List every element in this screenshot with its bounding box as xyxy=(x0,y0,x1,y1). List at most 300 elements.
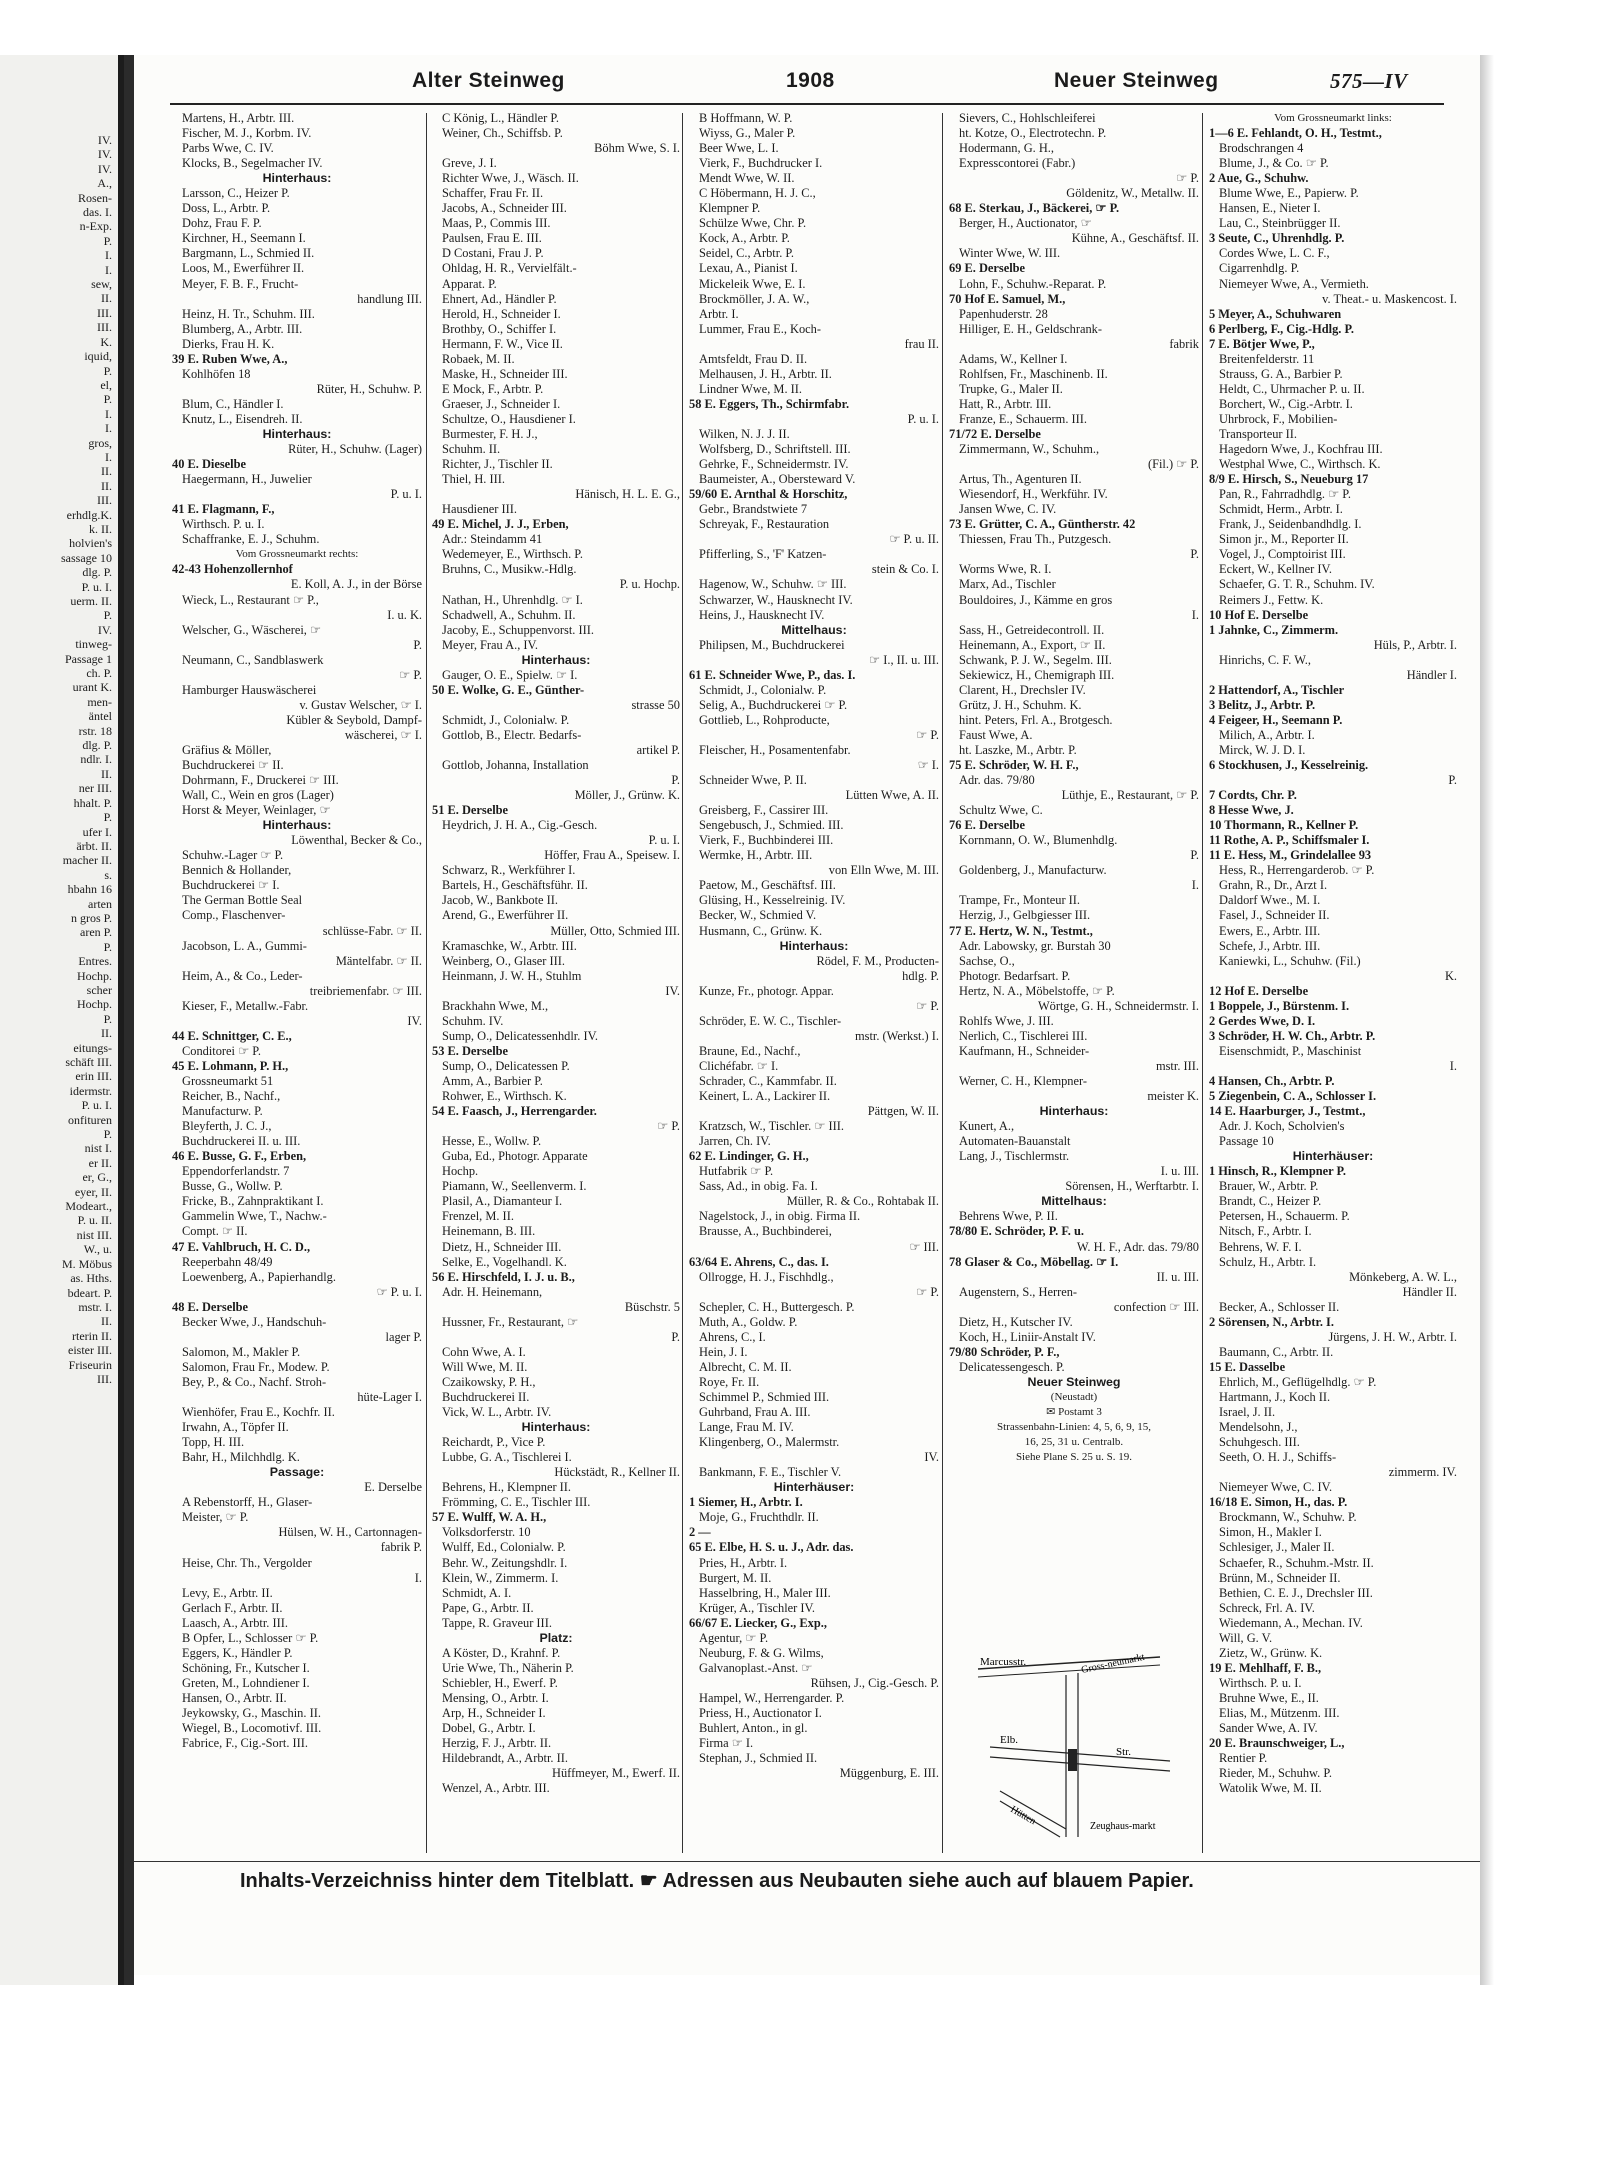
left-strip-line: erhdlg.K. xyxy=(66,507,112,522)
listing-line: Faust Wwe, A. xyxy=(959,727,1033,742)
listing-line: 3 Seute, C., Uhrenhdlg. P. xyxy=(1209,231,1345,246)
listing-line: Bartels, H., Geschäftsführ. II. xyxy=(442,878,588,893)
listing-line: Amtsfeldt, Frau D. II. xyxy=(699,351,808,366)
listing-line: Knutz, L., Eisendreh. II. xyxy=(182,411,303,426)
listing-line: Loos, M., Ewerführer II. xyxy=(182,261,305,276)
left-strip-line: II. xyxy=(101,291,112,306)
listing-line: Nerlich, C., Tischlerei III. xyxy=(959,1028,1088,1043)
listing-line: 65 E. Elbe, H. S. u. J., Adr. das. xyxy=(689,1540,854,1555)
listing-line: 73 E. Grütter, C. A., Güntherstr. 42 xyxy=(949,517,1136,532)
listing-line: 69 E. Derselbe xyxy=(949,261,1026,276)
listing-line: E. Koll, A. J., in der Börse xyxy=(290,577,422,592)
listing-line: Mäntelfabr. ☞ II. xyxy=(335,953,422,968)
listing-line: Schmidt, A. I. xyxy=(442,1585,512,1600)
listing-line: Schrader, C., Kammfabr. II. xyxy=(699,1074,837,1088)
listing-line: Wulff, Ed., Colonialw. P. xyxy=(442,1540,566,1555)
listing-line: Marx, Ad., Tischler xyxy=(959,577,1056,592)
listing-line: Rühsen, J., Cig.-Gesch. P. xyxy=(810,1675,939,1690)
left-strip-line: II. xyxy=(101,478,112,493)
listing-line: Blum, C., Händler I. xyxy=(182,396,284,411)
listing-line: 45 E. Lohmann, P. H., xyxy=(172,1058,289,1073)
listing-line: Comp., Flaschenver- xyxy=(182,908,286,923)
listing-line: Hansen, E., Nieter I. xyxy=(1219,201,1321,216)
listing-line: Hänisch, H. L. E. G., xyxy=(575,487,680,502)
listing-line: Meyer, Frau A., IV. xyxy=(442,637,538,652)
listing-line: Hildebrandt, A., Arbtr. II. xyxy=(442,1751,568,1766)
listing-line: Sass, H., Getreidecontroll. II. xyxy=(959,622,1105,637)
listing-line: Rohlfs Wwe, J. III. xyxy=(959,1013,1054,1028)
listing-line: Hinterhaus: xyxy=(262,426,332,441)
listing-line: Höffer, Frau A., Speisew. I. xyxy=(544,848,680,863)
left-strip-line: hhalt. P. xyxy=(73,795,112,810)
listing-line: Husmann, C., Grünw. K. xyxy=(699,923,823,938)
listing-line: Artus, Th., Agenturen II. xyxy=(959,472,1082,487)
listing-line: Volksdorferstr. 10 xyxy=(442,1525,531,1540)
listing-line: Westphal Wwe, C., Wirthsch. K. xyxy=(1219,457,1381,472)
listing-line: Roye, Fr. II. xyxy=(699,1374,760,1389)
listing-line: Hutfabrik ☞ P. xyxy=(699,1164,774,1179)
listing-line: Pättgen, W. II. xyxy=(867,1104,939,1119)
listing-line: Dobel, G., Arbtr. I. xyxy=(442,1721,536,1736)
listing-line: Cohn Wwe, A. I. xyxy=(442,1344,526,1359)
listing-line: Adr. J. Koch, Scholvien's xyxy=(1219,1119,1345,1134)
left-strip-line: P. xyxy=(103,233,112,248)
listing-line: 3 Belitz, J., Arbtr. P. xyxy=(1209,697,1316,712)
listing-line: Salomon, Frau Fr., Modew. P. xyxy=(182,1359,330,1374)
listing-line: 1 Hinsch, R., Klempner P. xyxy=(1209,1164,1346,1179)
listing-line: Schreck, Frl. A. IV. xyxy=(1219,1600,1315,1615)
listing-line: Heinz, H. Tr., Schuhm. III. xyxy=(182,306,315,321)
left-strip-line: II. xyxy=(101,464,112,479)
left-strip-line: P. xyxy=(103,1127,112,1142)
listing-line: Mittelhaus: xyxy=(781,622,847,637)
listing-line: Wieck, L., Restaurant ☞ P., xyxy=(182,592,319,607)
left-strip-line: ndlr. I. xyxy=(80,752,112,767)
listing-line: Lexau, A., Pianist I. xyxy=(699,261,798,276)
listing-line: Heise, Chr. Th., Vergolder xyxy=(182,1555,312,1570)
listing-line: hdlg. P. xyxy=(902,968,939,983)
listing-line: Braune, Ed., Nachf., xyxy=(699,1043,801,1058)
listing-line: Becker, W., Schmied V. xyxy=(699,908,817,923)
left-strip-line: P. xyxy=(103,608,112,623)
listing-line: Schefe, J., Arbtr. III. xyxy=(1219,938,1321,953)
listing-line: 50 E. Wolke, G. E., Günther- xyxy=(432,682,585,697)
listing-line: D Costani, Frau J. P. xyxy=(442,246,544,261)
listing-line: Schmidt, J., Colonialw. P. xyxy=(699,682,827,697)
listing-line: Lütten Wwe, A. II. xyxy=(845,788,939,803)
listing-line: Schwarz, R., Werkführer I. xyxy=(442,863,576,878)
listing-line: Behrens, H., Klempner II. xyxy=(442,1480,572,1495)
listing-line: Paetow, M., Geschäftsf. III. xyxy=(699,878,836,893)
listing-line: Muth, A., Goldw. P. xyxy=(699,1314,798,1329)
listing-line: Urie Wwe, Th., Näherin P. xyxy=(442,1660,574,1675)
listing-line: Lindner Wwe, M. II. xyxy=(699,381,802,396)
listing-line: Jacobson, L. A., Gummi- xyxy=(182,938,307,953)
listing-line: fabrik P. xyxy=(380,1540,422,1555)
listing-line: I. xyxy=(1191,607,1199,622)
listing-line: Amm, A., Barbier P. xyxy=(442,1074,543,1088)
listing-line: (Fil.) ☞ P. xyxy=(1147,457,1199,472)
listing-line: Philipsen, M., Buchdruckerei xyxy=(699,637,845,652)
listing-line: Parbs Wwe, C. IV. xyxy=(182,141,274,156)
left-strip-line: bdeart. P. xyxy=(67,1285,112,1300)
listing-line: Thiel, H. III. xyxy=(442,472,505,487)
left-strip-line: rterin II. xyxy=(72,1328,112,1343)
left-strip-line: P. xyxy=(103,810,112,825)
listing-line: Beer Wwe, L. I. xyxy=(699,141,779,156)
listing-line: Strassenbahn-Linien: 4, 5, 6, 9, 15, xyxy=(997,1421,1151,1434)
listing-line: IV. xyxy=(665,983,680,998)
left-strip-line: ärbt. II. xyxy=(76,838,112,853)
listing-line: Vom Grossneumarkt links: xyxy=(1274,112,1392,124)
listing-line: Fasel, J., Schneider II. xyxy=(1219,908,1330,923)
listing-line: Hinterhaus: xyxy=(1039,1104,1109,1119)
listing-line: 58 E. Eggers, Th., Schirmfabr. xyxy=(689,396,850,411)
listing-line: Hinterhaus: xyxy=(521,1420,591,1435)
left-strip-line: macher II. xyxy=(62,853,112,868)
listing-line: Herzig, J., Gelbgiesser III. xyxy=(959,908,1091,923)
left-strip-line: idermstr. xyxy=(69,1083,112,1098)
listing-line: 63/64 E. Ahrens, C., das. I. xyxy=(689,1254,829,1269)
listing-line: Goldenberg, J., Manufacturw. xyxy=(959,863,1107,878)
left-strip-line: rstr. 18 xyxy=(78,723,112,738)
listing-line: wäscherei, ☞ I. xyxy=(344,727,422,742)
left-strip-line: eyer, II. xyxy=(74,1184,112,1199)
listing-line: Brothby, O., Schiffer I. xyxy=(442,321,557,336)
listing-line: Priess, H., Auctionator I. xyxy=(699,1705,822,1720)
listing-line: 7 E. Bötjer Wwe, P., xyxy=(1209,336,1315,351)
street-location-map xyxy=(970,1651,1210,1841)
listing-line: Hochp. xyxy=(442,1164,479,1179)
listing-line: Jacob, W., Bankbote II. xyxy=(442,893,558,908)
listing-line: Heldt, C., Uhrmacher P. u. II. xyxy=(1219,381,1365,396)
listing-line: Passage 10 xyxy=(1219,1134,1274,1149)
listing-line: Passage: xyxy=(269,1465,325,1480)
left-strip-line: s. xyxy=(104,867,112,882)
listing-line: Compt. ☞ II. xyxy=(182,1224,248,1239)
listing-line: P. xyxy=(671,773,680,788)
listing-line: Bruhne Wwe, E., II. xyxy=(1219,1690,1319,1705)
listing-line: Jacoby, E., Schuppenvorst. III. xyxy=(442,622,594,637)
left-strip-line: II. xyxy=(101,1026,112,1041)
listing-line: Mensing, O., Arbtr. I. xyxy=(442,1690,549,1705)
listing-line: Gammelin Wwe, T., Nachw.- xyxy=(182,1209,327,1224)
listing-line: Hinterhäuser: xyxy=(1292,1149,1374,1164)
listing-line: Doss, L., Arbtr. P. xyxy=(182,201,271,216)
listing-line: Bennich & Hollander, xyxy=(182,863,292,878)
listing-line: strasse 50 xyxy=(631,697,680,712)
listing-line: 8 Hesse Wwe, J. xyxy=(1209,803,1294,818)
listing-line: 2 Hattendorf, A., Tischler xyxy=(1209,682,1345,697)
listing-line: Buhlert, Anton., in gl. xyxy=(699,1721,808,1736)
listing-line: Fricke, B., Zahnpraktikant I. xyxy=(182,1194,324,1209)
listing-line: Vom Grossneumarkt rechts: xyxy=(235,548,359,561)
listing-line: Blume Wwe, E., Papierw. P. xyxy=(1219,186,1359,201)
listing-line: 40 E. Dieselbe xyxy=(172,457,246,472)
listing-line: Reicher, B., Nachf., xyxy=(182,1089,281,1104)
listing-line: Guhrband, Frau A. III. xyxy=(699,1405,811,1420)
listing-line: Blume, J., & Co. ☞ P. xyxy=(1219,156,1329,171)
listing-line: schlüsse-Fabr. ☞ II. xyxy=(322,923,422,938)
listing-line: Wiedemann, A., Mechan. IV. xyxy=(1219,1615,1363,1630)
listing-line: W. H. F., Adr. das. 79/80 xyxy=(1076,1239,1199,1254)
listing-line: 12 Hof E. Derselbe xyxy=(1209,983,1309,998)
listing-line: Uhrbrock, F., Mobilien- xyxy=(1219,411,1338,426)
listing-line: Greve, J. I. xyxy=(442,156,497,171)
listing-line: Möller, J., Grünw. K. xyxy=(574,788,680,803)
listing-line: Winter Wwe, W. III. xyxy=(959,246,1061,261)
listing-line: Hülsen, W. H., Cartonnagen- xyxy=(278,1525,422,1540)
listing-line: Brauer, W., Arbtr. P. xyxy=(1219,1179,1319,1194)
listing-line: hüte-Lager I. xyxy=(357,1389,422,1404)
listing-line: Heins, J., Hausknecht IV. xyxy=(699,607,825,622)
listing-line: 79/80 Schröder, P. F., xyxy=(949,1344,1060,1359)
listing-line: Selke, E., Vogelhandl. K. xyxy=(442,1254,567,1269)
listing-line: 49 E. Michel, J. J., Erben, xyxy=(432,517,569,532)
listing-line: Hinterhaus: xyxy=(262,818,332,833)
listing-line: Heim, A., & Co., Leder- xyxy=(182,968,303,983)
listing-columns xyxy=(172,111,1456,1855)
listing-line: Hückstädt, R., Kellner II. xyxy=(554,1465,680,1480)
listing-line: Heinmann, J. W. H., Stuhlm xyxy=(442,968,582,983)
listing-line: 78 Glaser & Co., Möbellag. ☞ I. xyxy=(949,1254,1119,1269)
left-strip-line: hbahn 16 xyxy=(67,882,112,897)
left-strip-line: dlg. P. xyxy=(82,565,112,580)
listing-line: A Rebenstorff, H., Glaser- xyxy=(182,1495,313,1510)
listing-line: Grahn, R., Dr., Arzt I. xyxy=(1219,878,1328,893)
listing-line: Kaufmann, H., Schneider- xyxy=(959,1043,1090,1058)
listing-line: Klempner P. xyxy=(699,201,761,216)
listing-line: Jarren, Ch. IV. xyxy=(699,1134,771,1149)
listing-line: Buchdruckerei II. xyxy=(442,1389,530,1404)
listing-line: Schmidt, Herm., Arbtr. I. xyxy=(1219,502,1343,517)
listing-line: Graeser, J., Schneider I. xyxy=(442,396,561,411)
listing-line: Sekiewicz, H., Chemigraph III. xyxy=(959,667,1115,682)
listing-line: 62 E. Lindinger, G. H., xyxy=(689,1149,809,1164)
listing-line: Reimers J., Fettw. K. xyxy=(1219,592,1324,607)
listing-line: Blumberg, A., Arbtr. III. xyxy=(182,321,303,336)
listing-line: K. xyxy=(1444,968,1457,983)
listing-line: Dohrmann, F., Druckerei ☞ III. xyxy=(182,773,339,788)
listing-line: Klocks, B., Segelmacher IV. xyxy=(182,156,323,171)
listing-line: Simon jr., M., Reporter II. xyxy=(1219,532,1349,547)
listing-line: Richter, J., Tischler II. xyxy=(442,457,553,472)
listing-line: Welscher, G., Wäscherei, ☞ xyxy=(182,622,322,637)
listing-line: Albrecht, C. M. II. xyxy=(699,1359,792,1374)
listing-line: Ewers, E., Arbtr. III. xyxy=(1219,923,1321,938)
listing-line: Brackhahn Wwe, M., xyxy=(442,998,549,1013)
listing-line: Schiebler, H., Ewerf. P. xyxy=(442,1675,558,1690)
listing-line: ✉ Postamt 3 xyxy=(1046,1406,1102,1419)
listing-line: Zietz, W., Grünw. K. xyxy=(1219,1645,1323,1660)
listing-line: Nitsch, F., Arbtr. I. xyxy=(1219,1224,1312,1239)
listing-line: stein & Co. I. xyxy=(871,562,939,577)
listing-line: Adr. das. 79/80 xyxy=(959,773,1035,788)
listing-column-5 xyxy=(1209,111,1457,1855)
listing-line: Wirthsch. P. u. I. xyxy=(1219,1675,1302,1690)
listing-line: Greten, M., Lohndiener I. xyxy=(182,1675,310,1690)
listing-line: Seidel, C., Arbtr. P. xyxy=(699,246,795,261)
listing-line: Grütz, J. H., Schuhm. K. xyxy=(959,697,1082,712)
listing-line: ☞ P. xyxy=(657,1119,680,1134)
listing-line: 51 E. Derselbe xyxy=(432,803,509,818)
listing-line: I. u. III. xyxy=(1160,1164,1199,1179)
listing-line: Lüthje, E., Restaurant, ☞ P. xyxy=(1061,788,1199,803)
listing-line: 77 E. Hertz, W. N., Testmt., xyxy=(949,923,1093,938)
listing-line: artikel P. xyxy=(636,742,680,757)
map-label-marcusstr: Marcusstr. xyxy=(980,1656,1027,1668)
listing-line: v. Gustav Welscher, ☞ I. xyxy=(299,697,422,712)
listing-line: Händler I. xyxy=(1406,667,1457,682)
listing-line: Vogel, J., Comptoirist III. xyxy=(1219,547,1346,562)
listing-line: Gottlob, B., Electr. Bedarfs- xyxy=(442,727,582,742)
listing-line: Zimmermann, W., Schuhm., xyxy=(959,442,1100,457)
listing-line: Fabrice, F., Cig.-Sort. III. xyxy=(182,1736,308,1751)
left-strip-line: sassage 10 xyxy=(61,550,112,565)
listing-line: Salomon, M., Makler P. xyxy=(182,1344,301,1359)
listing-line: ☞ I. xyxy=(917,758,939,773)
listing-line: Gräfius & Möller, xyxy=(182,742,272,757)
listing-line: Schmidt, J., Colonialw. P. xyxy=(442,712,570,727)
listing-line: Horst & Meyer, Weinlager, ☞ xyxy=(182,803,331,818)
listing-line: Sump, O., Delicatessenhdlr. IV. xyxy=(442,1028,599,1043)
listing-line: Wedemeyer, E., Wirthsch. P. xyxy=(442,547,583,562)
listing-line: 16, 25, 31 u. Centralb. xyxy=(1024,1436,1124,1449)
listing-line: 14 E. Haarburger, J., Testmt., xyxy=(1209,1104,1366,1119)
listing-line: Wörtge, G. H., Schneidermstr. I. xyxy=(1037,998,1199,1013)
listing-line: P. u. Hochp. xyxy=(619,577,680,592)
listing-line: Heinemann, A., Export, ☞ II. xyxy=(959,637,1106,652)
listing-line: Loewenberg, A., Papierhandlg. xyxy=(182,1269,336,1284)
listing-line: Jacobs, A., Schneider III. xyxy=(442,201,567,216)
listing-line: Israel, J. II. xyxy=(1219,1405,1276,1420)
listing-line: handlung III. xyxy=(357,291,422,306)
listing-line: Bargmann, L., Schmied II. xyxy=(182,246,315,261)
listing-line: Hansen, O., Arbtr. II. xyxy=(182,1690,287,1705)
listing-line: Adr.: Steindamm 41 xyxy=(442,532,543,547)
left-strip-line: Passage 1 xyxy=(65,651,112,666)
listing-line: Cordes Wwe, L. C. F., xyxy=(1219,246,1330,261)
listing-line: Schepler, C. H., Buttergesch. P. xyxy=(699,1299,855,1314)
listing-line: Grossneumarkt 51 xyxy=(182,1074,274,1088)
listing-line: v. Theat.- u. Maskencost. I. xyxy=(1322,291,1457,306)
listing-line: Schadwell, A., Schuhm. II. xyxy=(442,607,576,622)
listing-line: Maske, H., Schneider III. xyxy=(442,366,568,381)
listing-line: Hartmann, J., Koch II. xyxy=(1219,1389,1331,1404)
left-strip-line: III. xyxy=(97,1371,112,1386)
left-strip-line: ner III. xyxy=(78,781,112,796)
listing-line: Koch, H., Liniir-Anstalt IV. xyxy=(959,1329,1096,1344)
listing-line: ht. Kotze, O., Electrotechn. P. xyxy=(959,126,1107,141)
listing-line: Selig, A., Buchdruckerei ☞ P. xyxy=(699,697,848,712)
listing-line: Borchert, W., Cig.-Arbtr. I. xyxy=(1219,396,1353,411)
listing-line: B Opfer, L., Schlosser ☞ P. xyxy=(182,1630,319,1645)
listing-line: Brockmann, W., Schuhw. P. xyxy=(1219,1510,1357,1525)
listing-line: Lang, J., Tischlermstr. xyxy=(959,1149,1070,1164)
listing-line: 48 E. Derselbe xyxy=(172,1299,249,1314)
listing-line: Moje, G., Fruchthdlr. II. xyxy=(699,1510,819,1525)
listing-line: Mittelhaus: xyxy=(1041,1194,1107,1209)
listing-line: Hermann, F. W., Vice II. xyxy=(442,336,563,351)
left-strip-line: K. xyxy=(100,334,112,349)
left-strip-line: as. Hths. xyxy=(70,1271,112,1286)
listing-line: Lange, Frau M. IV. xyxy=(699,1420,794,1435)
left-strip-line: P. xyxy=(103,939,112,954)
listing-line: Apparat. P. xyxy=(442,276,497,291)
listing-line: Watolik Wwe, M. II. xyxy=(1219,1781,1322,1796)
listing-line: Buchdruckerei ☞ I. xyxy=(182,878,280,893)
listing-line: Haegermann, H., Juwelier xyxy=(182,472,312,487)
left-strip-line: IV. xyxy=(97,147,112,162)
listing-line: Wirthsch. P. u. I. xyxy=(182,517,265,532)
left-strip-line: P. u. I. xyxy=(81,579,112,594)
listing-line: C König, L., Händler P. xyxy=(442,111,560,125)
left-strip-line: Hochp. xyxy=(77,997,112,1012)
listing-line: Becker, A., Schlosser II. xyxy=(1219,1299,1340,1314)
left-strip-line: el, xyxy=(100,377,112,392)
listing-line: 68 E. Sterkau, J., Bäckerei, ☞ P. xyxy=(949,201,1120,216)
listing-line: Hinterhaus: xyxy=(262,171,332,186)
left-strip-line: P. u. II. xyxy=(77,1213,112,1228)
listing-line: Händler II. xyxy=(1402,1284,1457,1299)
listing-line: Löwenthal, Becker & Co., xyxy=(291,833,422,848)
left-strip-line: M. Möbus xyxy=(61,1256,112,1271)
listing-line: Czaikowsky, P. H., xyxy=(442,1374,536,1389)
left-strip-line: I. xyxy=(105,449,112,464)
listing-line: Jürgens, J. H. W., Arbtr. I. xyxy=(1328,1329,1457,1344)
listing-line: 5 Ziegenbein, C. A., Schlosser I. xyxy=(1209,1089,1377,1104)
listing-line: E. Derselbe xyxy=(364,1480,422,1495)
listing-line: I. xyxy=(1191,878,1199,893)
page-footer xyxy=(134,1861,1480,1894)
listing-line: Kornmann, O. W., Blumenhdlg. xyxy=(959,833,1118,848)
listing-line: 1 Boppele, J., Bürstenm. I. xyxy=(1209,998,1350,1013)
listing-line: ht. Laszke, M., Arbtr. P. xyxy=(959,742,1077,757)
left-strip-line: Entres. xyxy=(78,954,112,969)
listing-line: Manufacturw. P. xyxy=(182,1104,263,1119)
listing-line: Plasil, A., Diamanteur I. xyxy=(442,1194,563,1209)
listing-line: Vierk, F., Buchdrucker I. xyxy=(699,156,823,171)
listing-line: Hüls, P., Arbtr. I. xyxy=(1373,637,1457,652)
listing-line: 1 Jahnke, C., Zimmerm. xyxy=(1209,622,1339,637)
listing-line: 5 Meyer, A., Schuhwaren xyxy=(1209,306,1342,321)
listing-line: Hamburger Hauswäscherei xyxy=(182,682,317,697)
left-strip-line: IV. xyxy=(97,161,112,176)
listing-line: 10 Thormann, R., Kellner P. xyxy=(1209,818,1359,833)
listing-line: C Höbermann, H. J. C., xyxy=(699,186,816,201)
listing-line: Delicatessengesch. P. xyxy=(959,1359,1065,1374)
listing-line: Dietz, H., Kutscher IV. xyxy=(959,1314,1073,1329)
listing-line: mstr. (Werkst.) I. xyxy=(855,1028,939,1043)
listing-line: Müller, Otto, Schmied III. xyxy=(550,923,680,938)
listing-line: ☞ I., II. u. III. xyxy=(869,652,939,667)
listing-line: Berger, H., Auctionator, ☞ xyxy=(959,216,1092,231)
listing-line: Brandt, C., Heizer P. xyxy=(1219,1194,1322,1209)
listing-line: P. xyxy=(671,1329,680,1344)
listing-line: ☞ P. xyxy=(916,998,939,1013)
listing-line: Gottlob, Johanna, Installation xyxy=(442,758,589,773)
listing-line: 11 E. Hess, M., Grindelallee 93 xyxy=(1209,848,1372,863)
listing-line: Gehrke, F., Schneidermstr. IV. xyxy=(699,457,849,472)
listing-line: Brausse, A., Buchbinderei, xyxy=(699,1224,832,1239)
listing-line: Wenzel, A., Arbtr. III. xyxy=(442,1781,550,1796)
left-strip-line: III. xyxy=(97,305,112,320)
header-left-street: Alter Steinweg xyxy=(412,69,565,92)
listing-line: Schuhm. IV. xyxy=(442,1013,504,1028)
listing-line: Eppendorferlandstr. 7 xyxy=(182,1164,290,1179)
listing-line: Behr. W., Zeitungshdlr. I. xyxy=(442,1555,568,1570)
directory-page xyxy=(134,55,1482,1975)
